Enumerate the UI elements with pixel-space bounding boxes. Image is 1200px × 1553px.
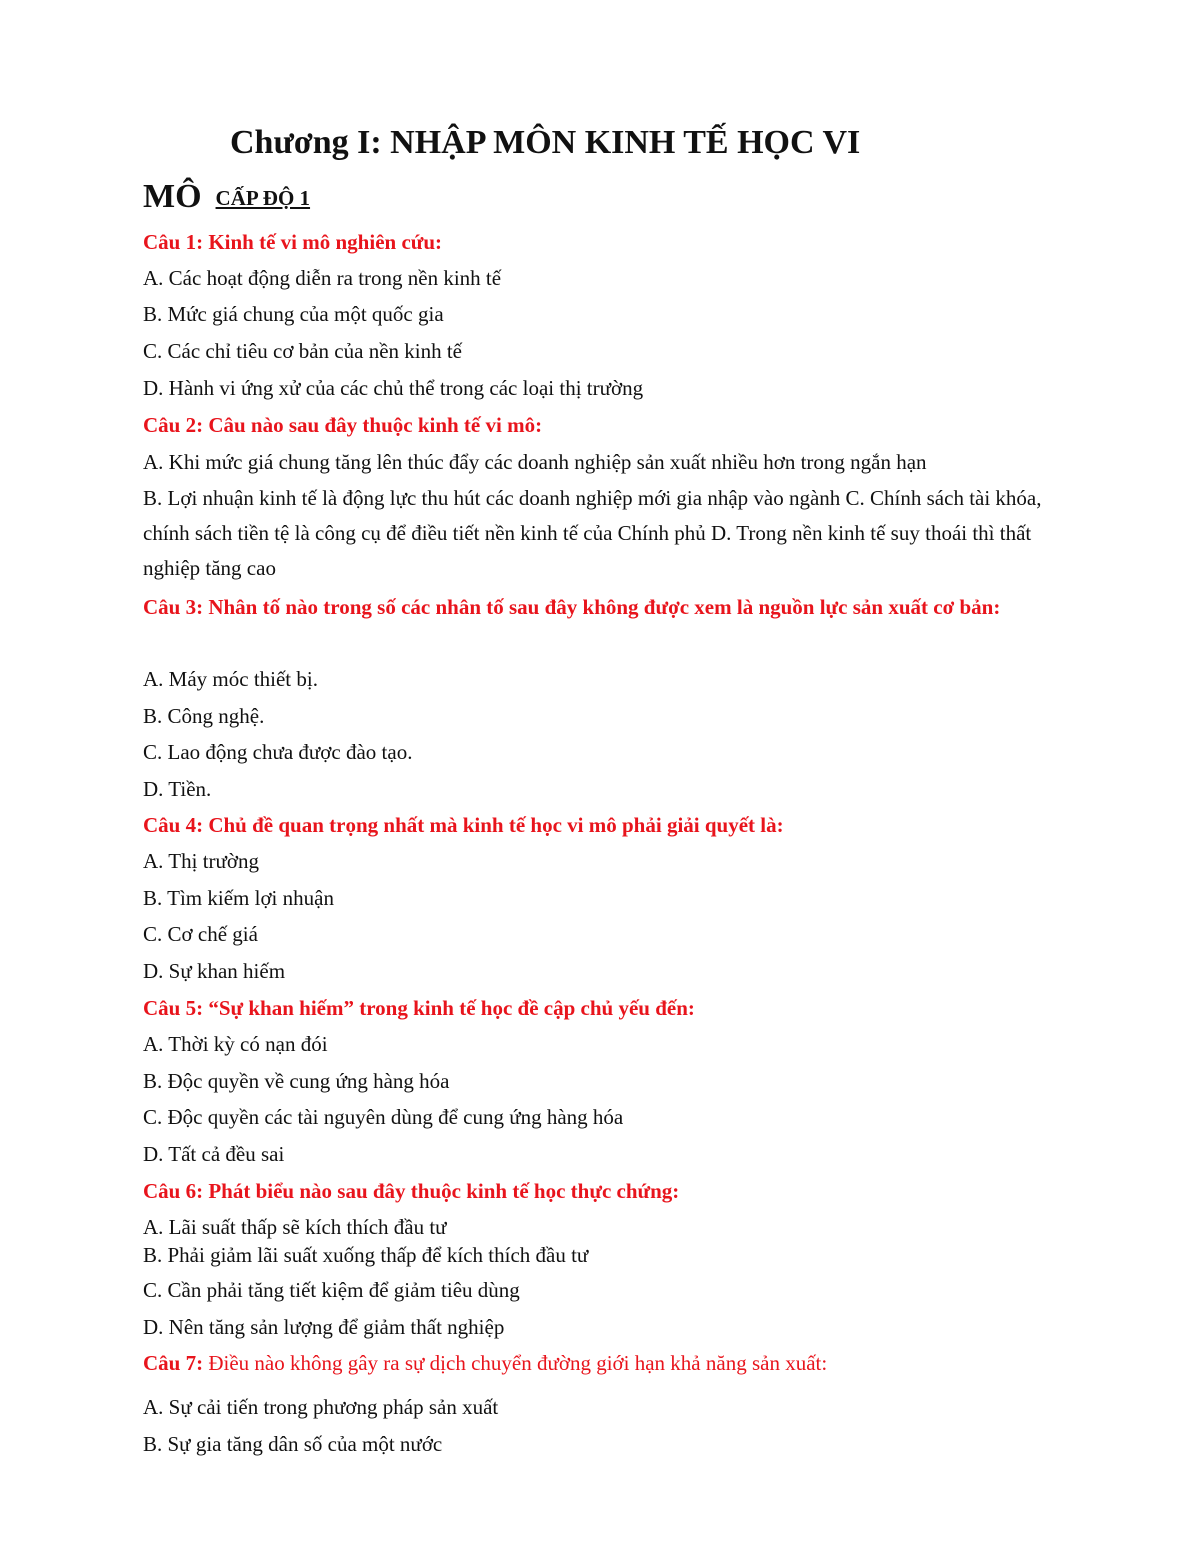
question-3-option-b: B. Công nghệ. (143, 704, 265, 728)
question-2: Câu 2: Câu nào sau đây thuộc kinh tế vi mô: (143, 413, 543, 437)
question-7 (143, 1351, 827, 1376)
question-1-option-a: A. Các hoạt động diễn ra trong nền kinh tế (143, 266, 502, 290)
question-1-option-d: D. Hành vi ứng xử của các chủ thể trong các loại thị trường (143, 376, 644, 400)
question-7-text: Điều nào không gây ra sự dịch chuyển đường giới hạn khả năng sản xuất: (203, 1351, 828, 1375)
question-5-option-a: A. Thời kỳ có nạn đói (143, 1032, 328, 1056)
question-4-option-d: D. Sự khan hiếm (143, 959, 286, 983)
chapter-title-line1: Chương I: NHẬP MÔN KINH TẾ HỌC VI (230, 124, 861, 161)
question-3-option-d: D. Tiền. (143, 777, 212, 801)
question-5-option-c: C. Độc quyền các tài nguyên dùng để cung ứng hàng hóa (143, 1105, 624, 1129)
question-5: Câu 5: “Sự khan hiếm” trong kinh tế học đề cập chủ yếu đến: (143, 996, 695, 1020)
chapter-title-line2 (143, 178, 310, 216)
question-4-option-b: B. Tìm kiếm lợi nhuận (143, 886, 334, 910)
question-1-option-c: C. Các chỉ tiêu cơ bản của nền kinh tế (143, 339, 462, 363)
question-2-options-bcd: B. Lợi nhuận kinh tế là động lực thu hút các doanh nghiệp mới gia nhập vào ngành C. Chính sách tài khóa, chính sách tiền tệ là công cụ để điều tiết nền kinh tế của Chính phủ D. Trong nền kinh tế suy thoái thì thất nghiệp tăng cao (143, 486, 1042, 580)
level-heading: CẤP ĐỘ 1 (215, 186, 311, 210)
question-1-option-b: B. Mức giá chung của một quốc gia (143, 302, 444, 326)
question-7-option-b: B. Sự gia tăng dân số của một nước (143, 1432, 443, 1456)
question-7-option-a: A. Sự cải tiến trong phương pháp sản xuất (143, 1395, 499, 1419)
question-3-option-c: C. Lao động chưa được đào tạo. (143, 740, 413, 764)
question-5-option-d: D. Tất cả đều sai (143, 1142, 285, 1166)
question-1: Câu 1: Kinh tế vi mô nghiên cứu: (143, 230, 443, 254)
question-4: Câu 4: Chủ đề quan trọng nhất mà kinh tế học vi mô phải giải quyết là: (143, 813, 784, 837)
question-6-option-a: A. Lãi suất thấp sẽ kích thích đầu tư (143, 1215, 447, 1239)
question-6-option-d: D. Nên tăng sản lượng để giảm thất nghiệp (143, 1315, 505, 1339)
question-7-label: Câu 7: (143, 1351, 204, 1375)
chapter-title-continuation: MÔ (143, 178, 202, 215)
question-6: Câu 6: Phát biểu nào sau đây thuộc kinh tế học thực chứng: (143, 1179, 680, 1203)
question-5-option-b: B. Độc quyền về cung ứng hàng hóa (143, 1069, 450, 1093)
question-2-option-a: A. Khi mức giá chung tăng lên thúc đẩy các doanh nghiệp sản xuất nhiều hơn trong ngắn hạn (143, 450, 927, 474)
question-3-option-a: A. Máy móc thiết bị. (143, 667, 318, 691)
question-6-option-c: C. Cần phải tăng tiết kiệm để giảm tiêu dùng (143, 1278, 520, 1302)
question-4-option-a: A. Thị trường (143, 849, 260, 873)
question-3: Câu 3: Nhân tố nào trong số các nhân tố sau đây không được xem là nguồn lực sản xuất cơ bản: (143, 595, 1001, 619)
question-6-option-b: B. Phải giảm lãi suất xuống thấp để kích thích đầu tư (143, 1243, 589, 1267)
question-4-option-c: C. Cơ chế giá (143, 922, 258, 946)
